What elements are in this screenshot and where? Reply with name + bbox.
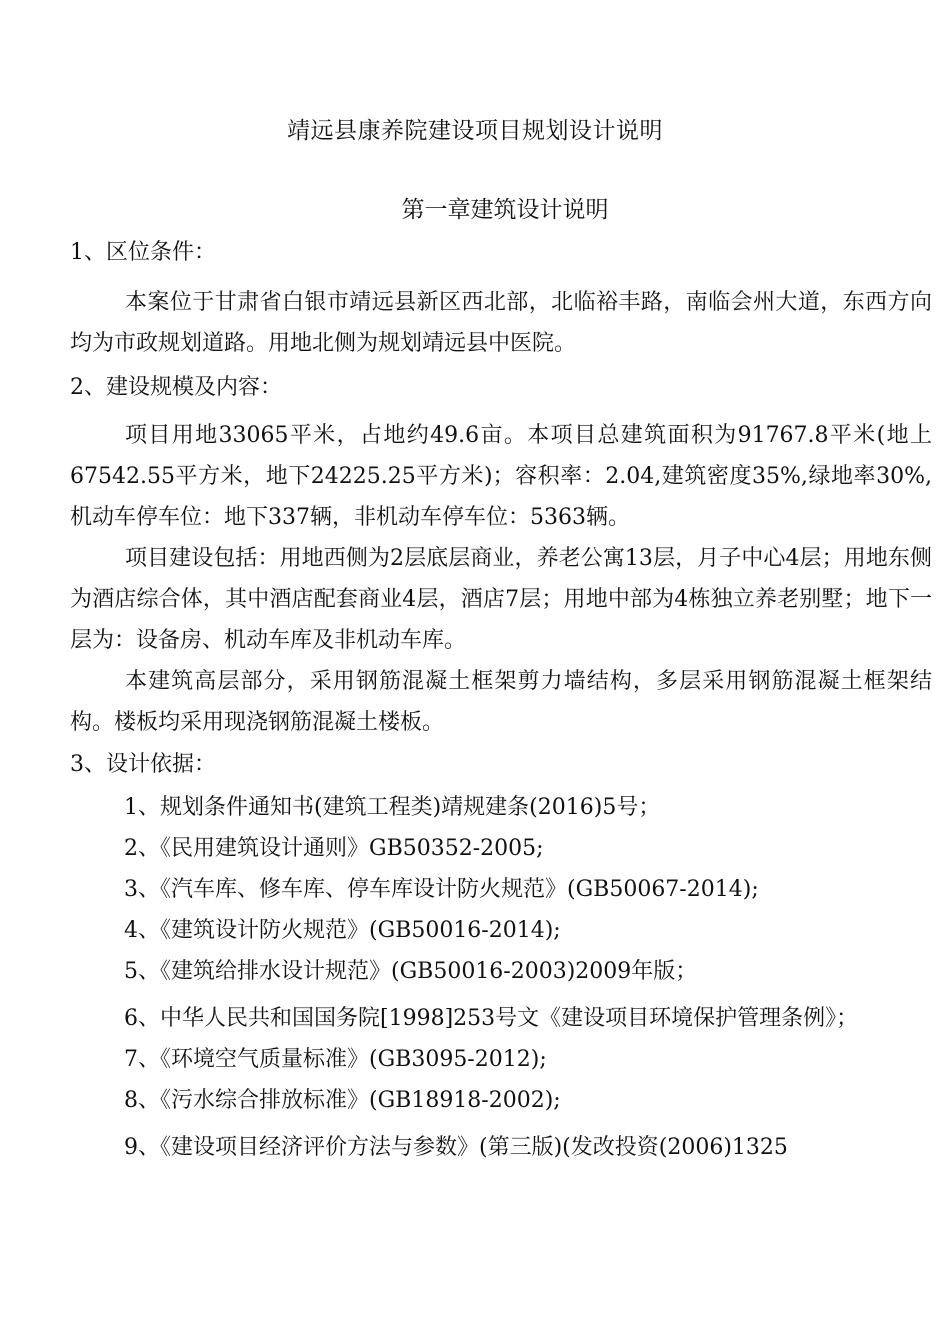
reference-item: 1、规划条件通知书(建筑工程类)靖规建条(2016)5号； [124, 795, 661, 820]
section-heading-scale: 2、建设规模及内容： [70, 375, 282, 400]
paragraph-location: 本案位于甘肃省白银市靖远县新区西北部，北临裕丰路，南临会州大道，东西方向均为市政规划道路。用地北侧为规划靖远县中医院。 [70, 290, 932, 356]
section-heading-basis: 3、设计依据： [70, 752, 216, 777]
reference-item: 2、《民用建筑设计通则》GB50352-2005; [124, 836, 544, 861]
section-heading-location: 1、区位条件： [70, 240, 216, 265]
reference-item: 7、《环境空气质量标准》(GB3095-2012); [124, 1047, 547, 1072]
document-title: 靖远县康养院建设项目规划设计说明 [287, 118, 663, 144]
reference-item: 3、《汽车库、修车库、停车库设计防火规范》(GB50067-2014); [124, 877, 759, 902]
reference-item: 5、《建筑给排水设计规范》(GB50016-2003)2009年版； [124, 959, 698, 984]
reference-list [124, 787, 950, 1168]
chapter-title: 第一章建筑设计说明 [401, 197, 609, 223]
paragraph-contents: 项目建设包括：用地西侧为2层底层商业，养老公寓13层，月子中心4层；用地东侧为酒店综合体，其中酒店配套商业4层，酒店7层；用地中部为4栋独立养老别墅；地下一层为：设备房、机动车库及非机动车库。 [70, 546, 932, 653]
reference-item: 8、《污水综合排放标准》(GB18918-2002); [124, 1088, 561, 1113]
paragraph-structure: 本建筑高层部分，采用钢筋混凝土框架剪力墙结构，多层采用钢筋混凝土框架结构。楼板均采用现浇钢筋混凝土楼板。 [70, 669, 932, 735]
paragraph-scale: 项目用地33065平米，占地约49.6亩。本项目总建筑面积为91767.8平米(地上67542.55平方米，地下24225.25平方米)；容积率：2.04,建筑密度35%,绿地率30%,机动车停车位：地下337辆，非机动车停车位：5363辆。 [70, 423, 932, 530]
reference-item: 6、中华人民共和国国务院[1998]253号文《建设项目环境保护管理条例》； [124, 1006, 859, 1031]
reference-item: 4、《建筑设计防火规范》(GB50016-2014); [124, 918, 561, 943]
reference-item: 9、《建设项目经济评价方法与参数》(第三版)(发改投资(2006)1325 [124, 1135, 788, 1160]
